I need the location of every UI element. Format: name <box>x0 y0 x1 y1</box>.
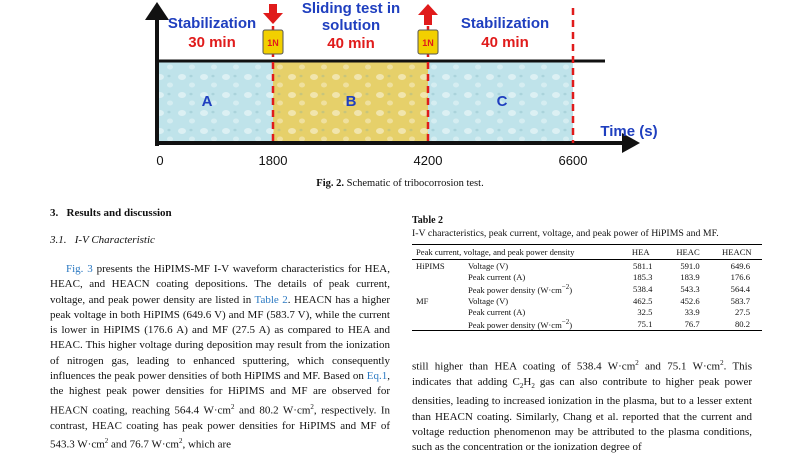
paragraph-iv <box>50 262 390 453</box>
region-b-label: B <box>345 93 357 110</box>
para-text: and 76.7 W·cm <box>108 438 179 451</box>
row-label-text: Peak power density (W·cm <box>468 319 562 330</box>
row-label <box>464 295 617 307</box>
row-label-end: ) <box>569 284 573 295</box>
table-caption: I-V characteristics, peak current, voltage, and peak power of HiPIMS and MF. <box>412 228 719 239</box>
para-text: and 80.2 W·cm <box>234 404 311 417</box>
phase1-title: Stabilization <box>167 15 257 32</box>
superscript: 2 <box>720 359 724 367</box>
table-cell: 462.5 <box>633 295 653 306</box>
table-row <box>412 260 762 272</box>
subscript: 2 <box>519 382 524 391</box>
table-cell: 33.9 <box>684 307 700 318</box>
tribocorrosion-schematic <box>0 0 800 180</box>
row-group <box>412 272 464 284</box>
phase2-title-line1: Sliding test in <box>301 0 401 17</box>
load-label-2: 1N <box>422 38 434 48</box>
header-cell: HEACN <box>712 245 762 260</box>
table-cell: 76.7 <box>664 318 711 330</box>
region-c-label: C <box>496 93 508 110</box>
row-label-text: Voltage (V) <box>468 295 509 306</box>
right-column-text <box>412 356 752 456</box>
load-label-1: 1N <box>267 38 279 48</box>
row-label-text: Voltage (V) <box>468 260 509 271</box>
subsection-number: 3.1. <box>50 234 67 246</box>
eq1-link[interactable]: Eq.1 <box>366 370 388 383</box>
subsection-heading <box>50 234 155 246</box>
table2-link[interactable]: Table 2 <box>254 293 288 306</box>
table-cell: 649.6 <box>730 260 750 271</box>
table-row <box>412 318 762 330</box>
table-header-row <box>412 245 762 260</box>
row-group <box>412 318 464 330</box>
region-a-label: A <box>201 93 213 110</box>
para-text: , respectively. In contrast, HEAC coating has peak power densities for HiPIMS and MF of 543.3 W·cm <box>50 404 391 451</box>
row-group <box>412 283 464 295</box>
tick-0: 0 <box>156 153 164 168</box>
header-cell: Peak current, voltage, and peak power density <box>412 245 617 260</box>
table-cell: 452.6 <box>680 295 700 306</box>
row-group: MF <box>416 295 429 306</box>
phase2-title-line2: solution <box>321 17 381 34</box>
row-label-text: Peak current (A) <box>468 272 526 283</box>
header-cell: HEAC <box>664 245 711 260</box>
phase3-title: Stabilization <box>460 15 550 32</box>
row-label <box>464 260 617 272</box>
superscript: 2 <box>310 402 314 411</box>
figure-caption <box>0 178 800 189</box>
row-label-text: Peak current (A) <box>468 307 526 318</box>
superscript: 2 <box>104 436 109 445</box>
table-cell: 75.1 <box>617 318 664 330</box>
table-cell: 176.6 <box>730 272 750 283</box>
left-column-text <box>50 262 390 453</box>
table-cell: 185.3 <box>633 272 653 283</box>
table-row <box>412 295 762 307</box>
para-text: . HEACN has a higher peak voltage in both HiPIMS (649.6 V) and MF (583.7 V), while the current is lower in HiPIMS (176.6 A) and MF (27.5 A) as compared to HEA and HEAC. This higher voltage during deposition may result from the ionization of nitrogen gas, leading to enhanced sputtering, which consequently influences the peak power densities of both HiPIMS and MF. Based on <box>50 293 390 383</box>
row-label <box>464 283 617 295</box>
para-text: , which are <box>182 438 232 451</box>
table-cell: 80.2 <box>712 318 762 330</box>
section-title: Results and discussion <box>66 207 172 219</box>
para-text: and 75.1 W·cm <box>638 360 721 373</box>
fig3-link[interactable]: Fig. 3 <box>66 263 93 275</box>
para-text: . This indicates that adding C <box>412 360 753 388</box>
table-cell: 591.0 <box>680 260 700 271</box>
table-cell: 183.9 <box>680 272 700 283</box>
figure-caption-label: Fig. 2. <box>316 178 345 189</box>
table-cell: 32.5 <box>637 307 653 318</box>
table-row <box>412 306 762 318</box>
table-row <box>412 283 762 295</box>
paragraph-continued <box>412 356 752 456</box>
superscript: 2 <box>635 359 639 367</box>
para-text: presents the HiPIMS-MF I-V waveform characteristics for HEA, HEAC, and HEACN coating depositions. The details of peak current, voltage, and peak power density are listed in <box>50 263 390 306</box>
superscript: 2 <box>230 402 235 411</box>
table-row <box>412 272 762 284</box>
table-title: Table 2 <box>412 215 444 226</box>
table-cell: 583.7 <box>730 295 750 306</box>
phase1-duration: 30 min <box>188 34 236 51</box>
tick-6600: 6600 <box>558 153 588 168</box>
row-label <box>464 272 617 284</box>
unit-superscript: −2 <box>561 317 570 326</box>
table-cell: 543.3 <box>680 283 700 294</box>
para-text: gas can also contribute to higher peak power densities, leading to increased ionization in the plasma, but to a lesser extent than HEACN coating. Similarly, Chang et al. reported that the current and voltage reduction phenomenon may be attributed to the plasma conditions, such as the concentration or the ionization degree of <box>412 375 752 454</box>
table-cell: 27.5 <box>734 307 750 318</box>
x-axis-label: Time (s) <box>600 123 658 140</box>
subscript: 2 <box>531 382 535 391</box>
tick-4200: 4200 <box>413 153 443 168</box>
section-number: 3. <box>50 207 59 219</box>
y-axis-arrow <box>145 2 169 20</box>
iv-table <box>412 244 762 331</box>
para-text: , the highest peak power densities for HiPIMS and MF are observed for HEACN coating, reaching 564.4 W·cm <box>50 370 390 417</box>
superscript: 2 <box>178 436 183 445</box>
row-label-text: Peak power density (W·cm <box>468 284 562 295</box>
phase3-duration: 40 min <box>481 34 529 51</box>
figure-caption-text: Schematic of tribocorrosion test. <box>346 178 484 189</box>
table-cell: 564.4 <box>730 283 750 294</box>
row-label-end: ) <box>569 319 573 330</box>
table-cell: 538.4 <box>633 283 653 294</box>
header-cell: HEA <box>617 245 664 260</box>
row-group: HiPIMS <box>416 260 445 271</box>
para-text: still higher than HEA coating of 538.4 W·cm <box>412 360 636 373</box>
phase2-duration: 40 min <box>327 35 375 52</box>
table-cell: 581.1 <box>633 260 653 271</box>
subsection-title: I-V Characteristic <box>74 234 155 246</box>
unit-superscript: −2 <box>561 283 570 291</box>
row-label <box>464 318 617 330</box>
row-group <box>412 306 464 318</box>
section-heading <box>50 207 172 219</box>
tick-1800: 1800 <box>258 153 288 168</box>
row-label <box>464 306 617 318</box>
para-text: H <box>523 375 532 388</box>
